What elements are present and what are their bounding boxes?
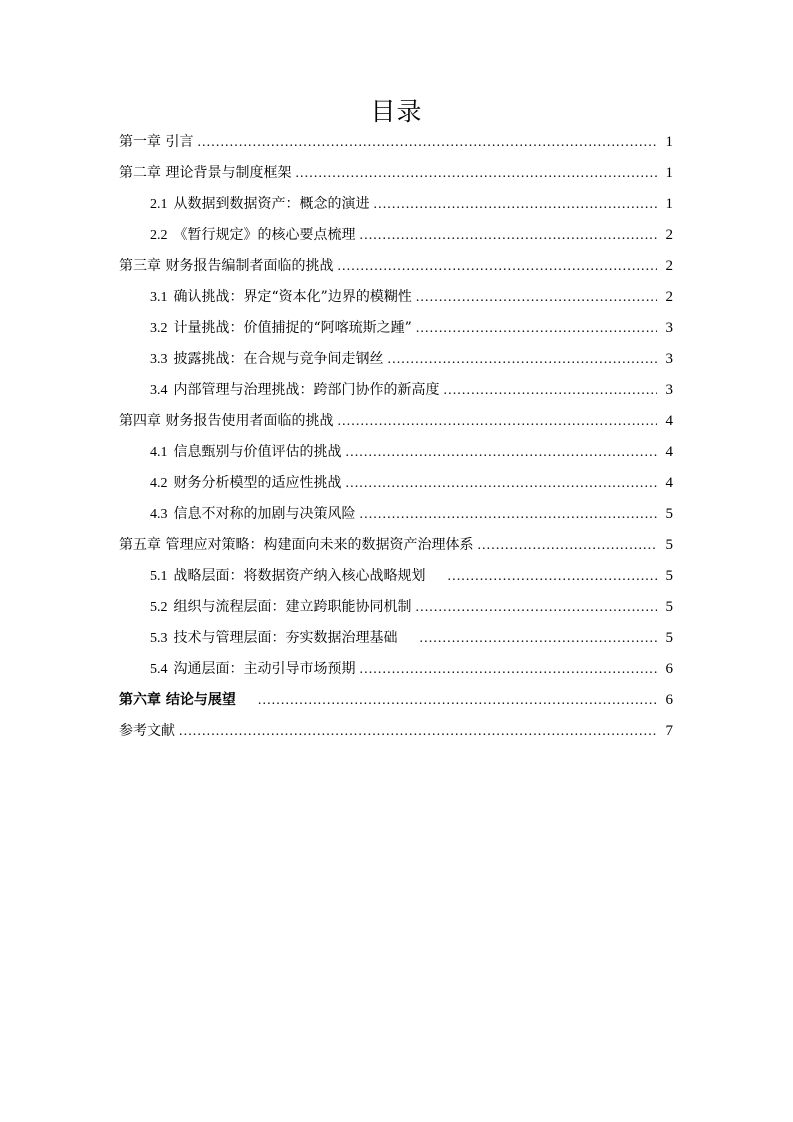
- toc-page-number: 2: [665, 227, 673, 243]
- toc-entry[interactable]: [119, 220, 673, 251]
- toc-section-number: 5.2: [150, 600, 168, 615]
- toc-dot-leader: [346, 437, 658, 468]
- toc-entry-text: [150, 468, 342, 499]
- toc-entry-label: 第五章 管理应对策略：构建面向未来的数据资产治理体系: [119, 537, 474, 553]
- toc-page-number: 3: [665, 320, 673, 336]
- toc-entry-label: 参考文献: [119, 723, 175, 739]
- toc-page-number: 1: [665, 134, 673, 150]
- toc-dot-leader: [179, 716, 657, 747]
- toc-page-number: 6: [665, 692, 673, 708]
- toc-entry[interactable]: [119, 592, 673, 623]
- toc-entry[interactable]: [119, 654, 673, 685]
- toc-entry-text: [150, 313, 412, 344]
- toc-entry[interactable]: [119, 561, 673, 592]
- toc-entry[interactable]: [119, 189, 673, 220]
- toc-entry-text: [150, 375, 440, 406]
- toc-entry[interactable]: [119, 623, 673, 654]
- toc-entry-text: [119, 530, 473, 561]
- toc-dot-leader: [420, 623, 658, 654]
- toc-entry[interactable]: [119, 716, 673, 747]
- toc-dot-leader: [477, 530, 657, 561]
- toc-dot-leader: [337, 406, 657, 437]
- toc-page-number: 2: [665, 289, 673, 305]
- toc-entry-text: [150, 282, 412, 313]
- toc-page-number: 2: [665, 258, 673, 274]
- toc-dot-leader: [448, 561, 658, 592]
- toc-section-number: 4.3: [150, 507, 168, 522]
- toc-entry-text: [119, 251, 333, 282]
- toc-entry[interactable]: [119, 251, 673, 282]
- toc-entry-text: [150, 592, 412, 623]
- toc-page-number: 5: [665, 630, 673, 646]
- toc-entry[interactable]: [119, 530, 673, 561]
- toc-entry-label: 第六章 结论与展望: [119, 692, 236, 708]
- toc-entry-label: 第四章 财务报告使用者面临的挑战: [119, 413, 334, 429]
- toc-dot-leader: [416, 282, 657, 313]
- toc-entry-text: [150, 189, 370, 220]
- toc-entry-text: [150, 344, 384, 375]
- toc-page-number: 5: [665, 537, 673, 553]
- toc-entry[interactable]: [119, 685, 673, 716]
- toc-dot-leader: [360, 499, 658, 530]
- toc-entry-text: [150, 437, 342, 468]
- toc-entry-text: [119, 716, 175, 747]
- toc-section-number: 5.3: [150, 631, 168, 646]
- toc-entry-label: 从数据到数据资产：概念的演进: [173, 196, 370, 212]
- toc-section-number: 2.2: [150, 228, 168, 243]
- toc-section-number: 5.4: [150, 662, 168, 677]
- toc-dot-leader: [444, 375, 658, 406]
- toc-entry-label: 信息甄别与价值评估的挑战: [173, 444, 342, 460]
- toc-entry-label: 第二章 理论背景与制度框架: [119, 165, 292, 181]
- toc-page-number: 3: [665, 382, 673, 398]
- toc-entry-label: 组织与流程层面：建立跨职能协同机制: [173, 599, 412, 615]
- toc-dot-leader: [416, 592, 658, 623]
- toc-entry-text: [119, 127, 193, 158]
- toc-section-number: 2.1: [150, 197, 168, 212]
- toc-entry-label: 信息不对称的加剧与决策风险: [173, 506, 356, 522]
- toc-entry-label: 内部管理与治理挑战：跨部门协作的新高度: [173, 382, 440, 398]
- toc-entry[interactable]: [119, 437, 673, 468]
- toc-dot-leader: [416, 313, 657, 344]
- toc-page-number: 4: [665, 444, 673, 460]
- toc-section-number: 3.4: [150, 383, 168, 398]
- toc-page-number: 5: [665, 506, 673, 522]
- toc-entry-label: 确认挑战：界定“资本化”边界的模糊性: [173, 289, 412, 305]
- toc-page-number: 4: [665, 413, 673, 429]
- toc-dot-leader: [295, 158, 657, 189]
- toc-entry-label: 战略层面：将数据资产纳入核心战略规划: [173, 568, 426, 584]
- toc-entry[interactable]: [119, 158, 673, 189]
- toc-entry-text: [119, 158, 291, 189]
- toc-section-number: 4.1: [150, 445, 168, 460]
- toc-page-number: 1: [665, 165, 673, 181]
- toc-entry-text: [119, 406, 333, 437]
- toc-page-number: 6: [665, 661, 673, 677]
- toc-title: 目录: [370, 97, 423, 126]
- toc-entry-label: 财务分析模型的适应性挑战: [173, 475, 342, 491]
- toc-section-number: 4.2: [150, 476, 168, 491]
- toc-section-number: 3.3: [150, 352, 168, 367]
- toc-dot-leader: [346, 468, 658, 499]
- toc-entry-text: [119, 685, 236, 716]
- toc-dot-leader: [197, 127, 657, 158]
- toc-dot-leader: [337, 251, 657, 282]
- toc-page-number: 4: [665, 475, 673, 491]
- toc-section-number: 5.1: [150, 569, 168, 584]
- toc-entry[interactable]: [119, 406, 673, 437]
- toc-section-number: 3.2: [150, 321, 168, 336]
- toc-entry-label: 计量挑战：价值捕捉的“阿喀琉斯之踵”: [173, 320, 412, 336]
- toc-dot-leader: [258, 685, 657, 716]
- toc-entry[interactable]: [119, 127, 673, 158]
- toc-entry-label: 第一章 引言: [119, 134, 194, 150]
- toc-dot-leader: [374, 189, 658, 220]
- toc-page-number: 7: [665, 723, 673, 739]
- toc-entry-text: [150, 623, 398, 654]
- toc-entry-text: [150, 561, 426, 592]
- toc-entry[interactable]: [119, 468, 673, 499]
- toc-entry-label: 技术与管理层面：夯实数据治理基础: [173, 630, 398, 646]
- toc-dot-leader: [360, 654, 658, 685]
- toc-list: [119, 127, 673, 747]
- toc-section-number: 3.1: [150, 290, 168, 305]
- toc-page-number: 5: [665, 599, 673, 615]
- toc-page-number: 1: [665, 196, 673, 212]
- toc-page-number: 5: [665, 568, 673, 584]
- toc-entry-text: [150, 654, 356, 685]
- toc-entry-label: 《暂行规定》的核心要点梳理: [173, 227, 356, 243]
- toc-entry-text: [150, 220, 356, 251]
- toc-entry-label: 第三章 财务报告编制者面临的挑战: [119, 258, 334, 274]
- toc-entry[interactable]: [119, 375, 673, 406]
- toc-dot-leader: [388, 344, 658, 375]
- toc-entry-label: 沟通层面：主动引导市场预期: [173, 661, 356, 677]
- toc-entry[interactable]: [119, 282, 673, 313]
- toc-entry[interactable]: [119, 499, 673, 530]
- toc-page-number: 3: [665, 351, 673, 367]
- toc-entry[interactable]: [119, 313, 673, 344]
- toc-entry-label: 披露挑战：在合规与竞争间走钢丝: [173, 351, 384, 367]
- toc-entry-text: [150, 499, 356, 530]
- toc-dot-leader: [360, 220, 658, 251]
- toc-entry[interactable]: [119, 344, 673, 375]
